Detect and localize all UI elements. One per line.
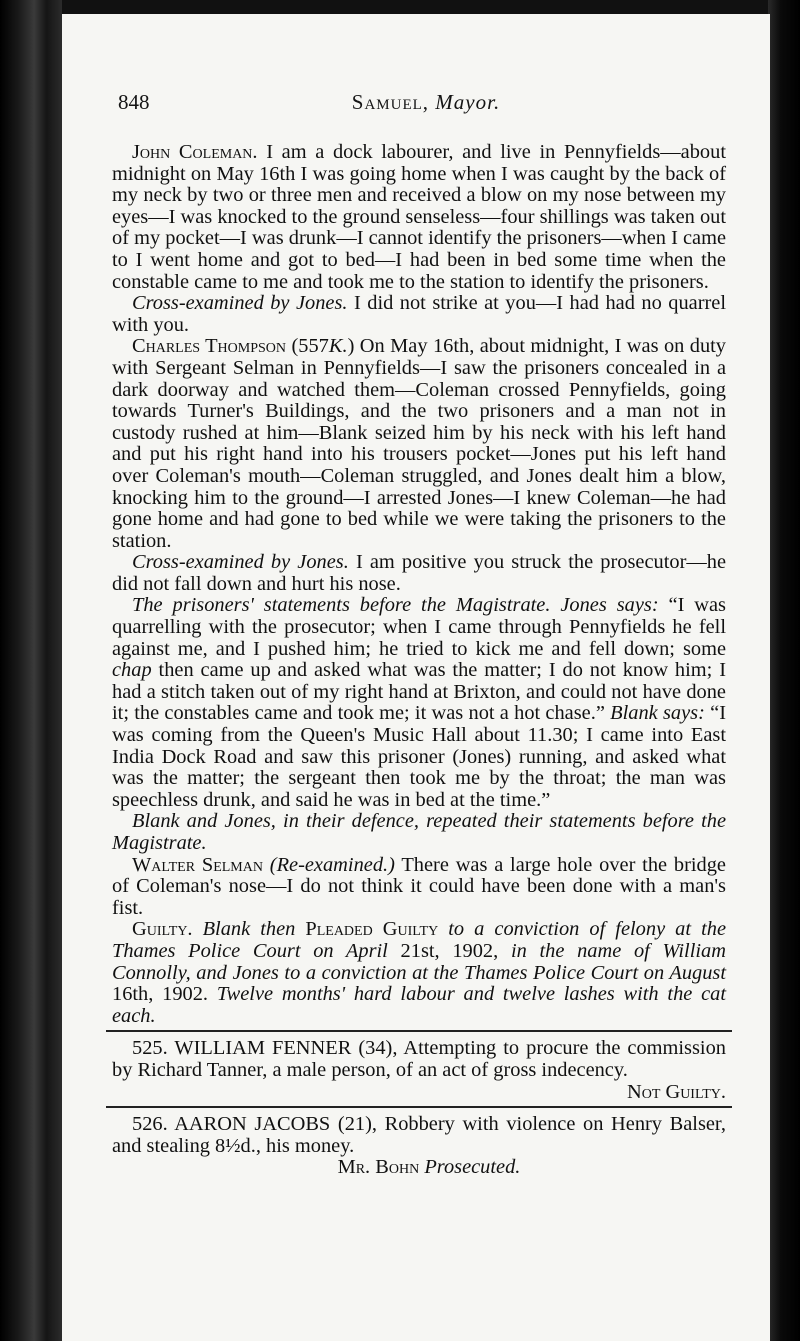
verdict-year: 1902, [452,939,499,962]
testimony: On May 16th, about midnight, I was on duty with Sergeant Selman in Pennyfields—I saw the prisoners concealed in a dark doorway and watched them—Coleman crossed Pennyfields, going towards Turner's Buildings, and the two prisoners and a man not in custody rushed at him—Blank seized him by his neck with his left hand and put his right hand into his trousers pocket—Jones put his left hand over Coleman's mouth—Coleman struggled, and Jones dealt him a blow, knocking him to the ground—I arrested Jones—I knew Coleman—he had gone home and had gone to bed while we were taking the prisoners to the station. [112,335,727,552]
section-divider [106,1106,732,1108]
verdict-date: 21st, [400,939,440,962]
selman-evidence [112,855,726,920]
jones-statement-part1: “I was quarrelling with the prosecutor; when I came through Pennyfields he fell against me, and I pushed him; he tried to kick me and fell down; some [112,594,726,660]
coleman-evidence [112,142,726,293]
witness-name: John Coleman. [132,141,258,163]
verdict-year: 1902. [162,983,209,1006]
case-526-prosecutor [112,1157,726,1179]
defendant-name: WILLIAM FENNER [174,1037,352,1060]
case-number: 526. [132,1113,168,1136]
page-body [112,142,726,1179]
section-divider [106,1030,732,1032]
defence-note: Blank and Jones, in their defence, repeated their statements before the Magistrate. [112,810,726,854]
verdict-guilty: Guilty. [132,918,193,941]
re-examined-note: (Re-examined.) [269,853,395,876]
testimony: I am a dock labourer, and live in Pennyfields—about midnight on May 16th I was going home when I was caught by the back of my neck by two or three men and received a blow on my nose between my eyes—I was knocked to the ground senseless—four shillings was taken out of my pocket—I was drunk—I cannot identify the prisoners—when I came to I went home and got to bed—I had been in bed some time when the constable came to me and took me to the station to identify the prisoners. [112,141,726,293]
charge: (34), Attempting to procure the commission by Richard Tanner, a male person, of an act of gross indecency. [112,1037,726,1081]
statements-label: The prisoners' statements before the Magistrate. Jones says: [132,594,659,617]
case-525 [112,1038,726,1081]
testimony: I am positive you struck the prosecutor—he did not fall down and hurt his nose. [112,551,726,595]
verdict-text: to a conviction of felony at the Thames Police Court on April [112,918,726,962]
badge-number: (557 [291,335,329,358]
cross-label: Cross-examined by Jones. [132,551,349,574]
running-head [118,90,734,115]
prosecutor-name: Mr. Bohn [337,1156,420,1179]
thompson-cross-examination [112,552,726,595]
prisoners-statements [112,595,726,811]
running-head-title: Mayor. [435,90,501,114]
book-page [62,14,770,1341]
prosecuted-label: Prosecuted. [424,1156,521,1179]
case-525-verdict: Not Guilty. [626,1080,726,1103]
verdict-text: Blank then [202,918,296,941]
coleman-cross-examination [112,293,726,336]
page-number: 848 [118,90,150,114]
charge: (21), Robbery with violence on Henry Balser, and stealing 8½d., his money. [112,1113,726,1157]
book-spine-left [0,0,62,1341]
badge-close: ) [347,335,355,358]
jones-statement-chap: chap [112,659,152,682]
cross-label: Cross-examined by Jones. [132,292,348,315]
running-head-name: Samuel, [351,90,430,114]
verdict [112,919,726,1027]
page-header [118,90,734,120]
blank-label: Blank says: [610,702,705,725]
verdict-text: in the name of William Connolly, and Jones to a conviction at the Thames Police Court on August [112,939,726,984]
division-letter: K. [328,335,348,358]
book-edge-right [768,0,800,1341]
witness-name: Charles Thompson [132,335,287,358]
witness-name: Walter Selman [132,853,263,876]
testimony: I did not strike at you—I had had no quarrel with you. [112,292,726,336]
blank-statement: “I was coming from the Queen's Music Hall about 11.30; I came into East India Dock Road and saw this prisoner (Jones) running, and asked what was the matter; the sergeant then took me by the throat; the man was speechless drunk, and said he was in bed at the time.” [112,702,726,811]
verdict-pleaded: Pleaded Guilty [305,918,439,941]
jones-statement-part2: then came up and asked what was the matter; I do not know him; I had a stitch taken out of my right hand at Brixton, and could not have done it; the constables came and took me; it was not a hot chase.” [112,659,726,725]
thompson-evidence [112,336,726,552]
case-number: 525. [132,1037,168,1060]
case-526 [112,1114,726,1157]
sentence: Twelve months' hard labour and twelve lashes with the cat each. [112,983,726,1027]
testimony: There was a large hole over the bridge of Coleman's nose—I do not think it could have been done with a man's fist. [112,853,726,919]
defendant-name: AARON JACOBS [174,1113,331,1136]
verdict-date: 16th, [112,983,154,1006]
